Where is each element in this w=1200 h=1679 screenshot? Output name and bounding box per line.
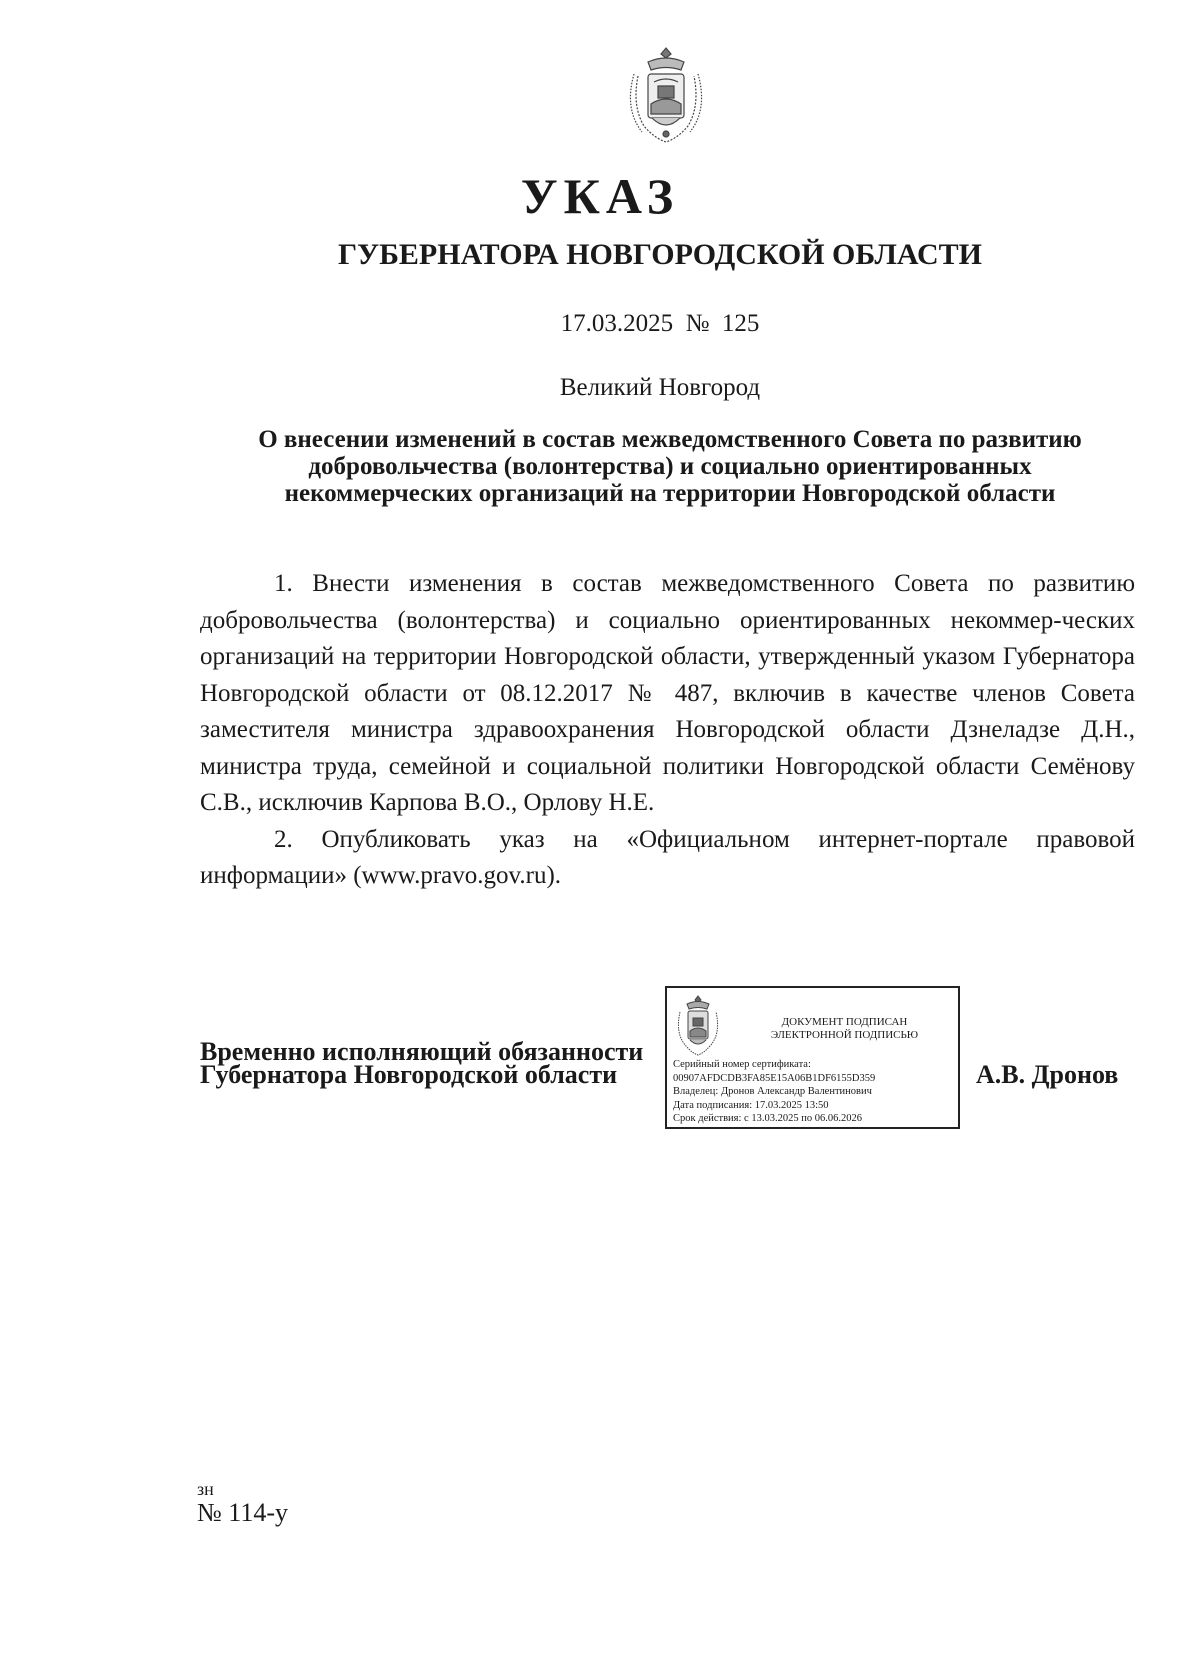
signer-name: А.В. Дронов: [976, 1060, 1119, 1089]
signer-position-line-2: Губернатора Новгородской области: [200, 1060, 618, 1089]
document-subtitle: ГУБЕРНАТОРА НОВГОРОДСКОЙ ОБЛАСТИ: [337, 238, 983, 271]
stamp-heading-line-1: ДОКУМЕНТ ПОДПИСАН: [781, 1016, 908, 1028]
decree-body: [200, 566, 1135, 895]
coat-of-arms-emblem: [626, 46, 706, 144]
city: Великий Новгород: [559, 374, 761, 401]
date-number-line: [0, 308, 1200, 340]
stamp-emblem-icon: [675, 994, 721, 1056]
body-paragraph-2: 2. Опубликовать указ на «Официальном интернет-портале правовой информации» (www.pravo.gov.ru).: [200, 825, 1135, 889]
stamp-validity: Срок действия: с 13.03.2025 по 06.06.2026: [673, 1113, 862, 1124]
stamp-heading-line-2: ЭЛЕКТРОННОЙ ПОДПИСЬЮ: [770, 1029, 919, 1041]
heading-line: О внесении изменений в состав межведомственного Совета по развитию: [258, 426, 1082, 453]
stamp-serial: 00907AFDCDB3FA85E15A06B1DF6155D359: [673, 1072, 876, 1084]
heading-line: добровольчества (волонтерства) и социально ориентированных: [308, 453, 1032, 480]
decree-number: 125: [721, 310, 760, 337]
decree-date: 17.03.2025: [560, 310, 674, 337]
signer-position-line-1: Временно исполняющий обязанности: [200, 1037, 644, 1066]
body-paragraph-1: 1. Внести изменения в состав межведомственного Совета по развитию добровольчества (волонтерства) и социально ориентированных некоммер-ческих организаций на территории Новгородской области, утвержденный указом Губернатора Новгородской области от 08.12.2017 № 487, включив в качестве членов Совета заместителя министра здравоохранения Новгородской области Дзнеладзе Д.Н., министра труда, семейной и социальной политики Новгородской области Семёнову С.В., исключив Карпова В.О., Орлову Н.Е.: [200, 570, 1135, 816]
footer-ref-number: № 114-у: [197, 1498, 288, 1527]
number-sign: №: [685, 310, 710, 337]
heading-line: некоммерческих организаций на территории Новгородской области: [284, 480, 1056, 507]
footer-reference: [197, 1480, 288, 1528]
signer-position: [200, 1037, 644, 1089]
document-title: УКАЗ: [520, 168, 680, 224]
electronic-signature-stamp: [665, 986, 960, 1129]
stamp-serial-label: Серийный номер сертификата:: [673, 1059, 811, 1070]
stamp-signed-date: Дата подписания: 17.03.2025 13:50: [673, 1099, 829, 1111]
stamp-details: [673, 1058, 954, 1126]
stamp-heading: [737, 1016, 952, 1042]
footer-initials: зн: [197, 1479, 214, 1499]
stamp-owner: Владелец: Дронов Александр Валентинович: [673, 1086, 872, 1097]
decree-heading: [200, 426, 1140, 507]
